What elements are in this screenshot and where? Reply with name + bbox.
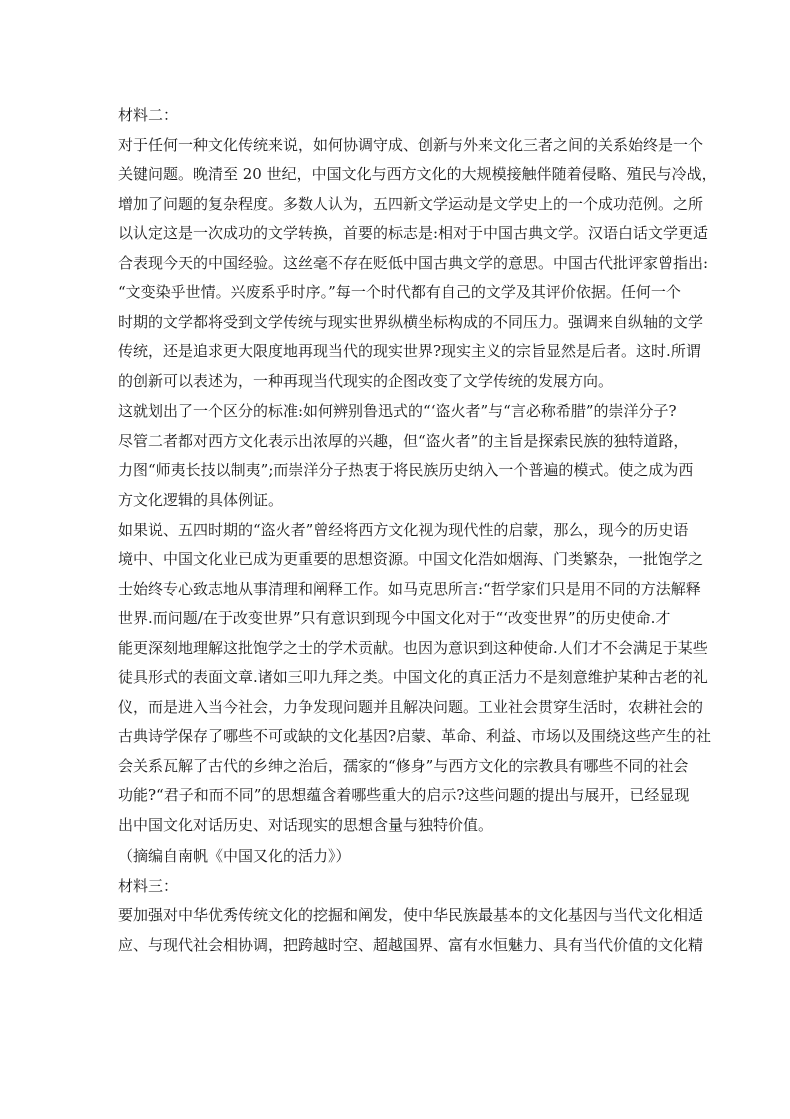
text-line: 增加了问题的复杂程度。多数人认为，五四新文学运动是文学史上的一个成功范例。之所: [118, 195, 704, 213]
text-line: 功能?“君子和而不同”的思想蕴含着哪些重大的启示?这些问题的提出与展开，已经显现: [118, 786, 690, 804]
text-line: 如果说、五四时期的“盗火者”曾经将西方文化视为现代性的启蒙，那么，现今的历史语: [118, 521, 689, 539]
text-line: 力图“师夷长技以制夷”;而崇洋分子热衷于将民族历史纳入一个普遍的模式。使之成为西: [118, 461, 694, 479]
text-line: 材料三：: [118, 877, 179, 895]
text-line: 对于任何一种文化传统来说，如何协调守成、创新与外来文化三者之间的关系始终是一个: [118, 136, 704, 154]
text-line: 出中国文化对话历史、对话现实的思想含量与独特价值。: [118, 816, 494, 834]
text-line: 要加强对中华优秀传统文化的挖掘和阐发，使中华民族最基本的文化基因与当代文化相适: [118, 906, 704, 924]
text-line: 境中、中国文化业已成为更重要的思想资源。中国文化浩如烟海、门类繁杂，一批饱学之: [118, 550, 704, 568]
text-line: 能更深刻地理解这批饱学之士的学术贡献。也因为意识到这种使命.人们才不会满足于某些: [118, 639, 708, 657]
text-line: “文变染乎世情。兴废系乎时序。”每一个时代都有自己的文学及其评价依据。任何一个: [118, 283, 681, 301]
text-line: 仪，而是进入当今社会，力争发现问题并且解决问题。工业社会贯穿生活时，农耕社会的: [118, 698, 704, 716]
text-line: 尽管二者都对西方文化表示出浓厚的兴趣，但“盗火者”的主旨是探索民族的独特道路，: [118, 432, 689, 450]
text-line: 关键问题。晚清至 20 世纪，中国文化与西方文化的大规模接触伴随着侵略、殖民与冷战，: [118, 165, 717, 183]
text-line: 的创新可以表述为，一种再现当代现实的企图改变了文学传统的发展方向。: [118, 372, 614, 390]
text-line: 这就划出了一个区分的标准:如何辨别鲁迅式的“‘盗火者”与“言必称希腊”的崇洋分子?: [118, 402, 677, 420]
text-line: 士始终专心致志地从事清理和阐释工作。如马克思所言:“哲学家们只是用不同的方法解释: [118, 580, 701, 598]
text-line: 时期的文学都将受到文学传统与现实世界纵横坐标构成的不同压力。强调来自纵轴的文学: [118, 313, 704, 331]
text-line: 世界.而问题/在于改变世界”只有意识到现今中国文化对于“‘改变世界”的历史使命.才: [118, 609, 671, 627]
text-line: 合表现今天的中国经验。这丝毫不存在贬低中国古典文学的意思。中国古代批评家曾指出:: [118, 254, 709, 272]
text-line: 传统，还是追求更大限度地再现当代的现实世界?现实主义的宗旨显然是后者。这时.所谓: [118, 342, 701, 360]
text-line: 材料二：: [118, 106, 179, 124]
text-line: 以认定这是一次成功的文学转换，首要的标志是:相对于中国古典文学。汉语白话文学更适: [118, 224, 709, 242]
text-line: 应、与现代社会相协调，把跨越时空、超越国界、富有水恒魅力、具有当代价值的文化精: [118, 936, 704, 954]
text-line: 古典诗学保存了哪些不可或缺的文化基因?启蒙、革命、利益、市场以及围绕这些产生的社: [118, 727, 712, 745]
text-line: 方文化逻辑的具体例证。: [118, 491, 284, 509]
text-line: 徒具形式的表面文章.诸如三叩九拜之类。中国文化的真正活力不是刻意维护某种古老的礼: [118, 668, 708, 686]
text-line: 会关系瓦解了古代的乡绅之治后，孺家的“修身”与西方文化的宗教具有哪些不同的社会: [118, 757, 689, 775]
text-line: （摘编自南帆《中国又化的活力》）: [118, 847, 351, 865]
